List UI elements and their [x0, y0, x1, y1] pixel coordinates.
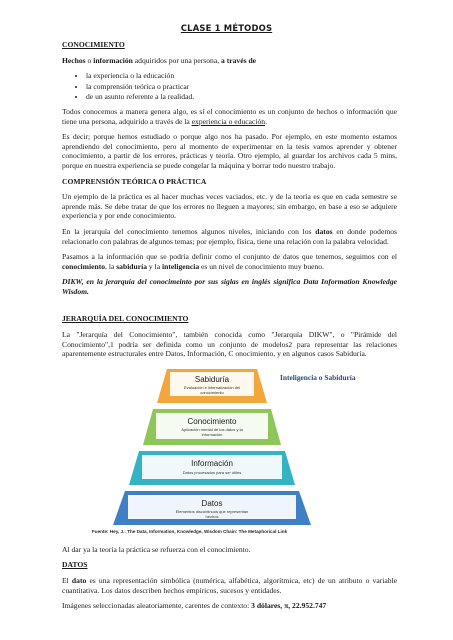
bold-sabiduria: sabiduría — [116, 261, 148, 271]
paragraph: Al dar ya la teoría la práctica se refuerza con el conocimiento. — [62, 544, 251, 554]
paragraph — [62, 107, 397, 126]
bold-a-traves: a través de — [221, 55, 257, 65]
level-subtitle: Aplicación mental de los datos y la — [181, 426, 243, 432]
paragraph — [62, 601, 397, 611]
pyramid-graphic — [62, 365, 397, 537]
dikw-paragraph: DIKW, en la jerarquía del conocimeinto por sus siglas en inglés significa Data Information Knowledge Wisdom. — [62, 277, 397, 296]
level-subtitle: Datos procesados para ser útiles — [182, 469, 242, 475]
section-heading-conocimiento: CONOCIMIENTO — [62, 40, 125, 49]
text-span: . — [265, 116, 267, 126]
text-span: El — [62, 576, 72, 586]
bold-inteligencia: inteligencia — [162, 261, 200, 271]
level-title: Conocimiento — [187, 416, 237, 426]
level-subtitle: Evaluación e internalización del — [183, 384, 241, 390]
level-title: Sabiduría — [194, 374, 230, 384]
list-item: • de un asunto referente a la realidad. — [86, 92, 397, 102]
level-subtitle: conocimiento — [200, 389, 224, 395]
text-span: En la jerarquía del conocimiento tenemos algunos niveles, iniciando con los — [62, 226, 316, 236]
level-subtitle: información — [201, 431, 223, 437]
list-item: • la comprensión teórica o practicar — [86, 82, 397, 92]
level-subtitle: hechos — [205, 513, 219, 519]
bold-informacion: información — [93, 55, 133, 65]
bold-datos: datos — [315, 226, 333, 236]
page-title: CLASE 1 MÉTODOS — [180, 23, 273, 33]
paragraph — [62, 227, 397, 246]
text-span: es una representación simbólica (numérica, alfabética, algorítmica, etc) de un atributo o variable cuantitativa. Los datos describen hechos empíricos, sucesos y entidades. — [62, 576, 398, 595]
dikw-pyramid-diagram — [62, 365, 397, 537]
section-heading-datos: DATOS — [62, 560, 88, 570]
bold-conocimiento: conocimiento — [62, 261, 106, 271]
text-span: Pasamos a la información que se podría definir como el conjunto de datos que tenemos, seguimos con el — [62, 252, 397, 262]
text-span: en donde podemos relacionarlo con palabras de algunos temas; por ejemplo, física, tiene una relación con la palabra velocidad. — [62, 226, 397, 246]
paragraph: Es decir; porque hemos estudiado o porque algo nos ha pasado. Por ejemplo, en este momento estamos aprendiendo del conocimiento, pero al momento de experimentar en la tesis vamos aprender y obtener conocimiento, a partir de los errores, prácticas y teoría. Otro ejemplo, al guardar los archivos cada 5 mins, porque en nuestra experiencia se puede congelar la máquina y borrar todo nuestro trabajo. — [62, 132, 397, 170]
text-span: Imágenes seleccionadas aleatoriamente, carentes de contexto: — [62, 601, 252, 611]
paragraph — [62, 576, 397, 595]
paragraph: La "Jerarquía del Conocimiento", también conocida como "Jerarquía DIKW", o "Pirámide del Conocimiento",1 podría ser definida como un conjunto de modelos2 para representar las relaciones aparentemente estructurales entre Datos, Información, C onocimiento, y en algunos casos Sabiduría. — [62, 330, 397, 359]
section-heading-jerarquia: JERARQUÍA DEL CONOCIMIENTO — [62, 314, 189, 324]
text-span: o — [85, 55, 94, 65]
side-label-inteligencia: Inteligencia o Sabiduría — [280, 372, 356, 382]
list-item: • la experiencia o la educación — [86, 71, 397, 81]
text-span: , la — [105, 261, 117, 271]
paragraph: Un ejemplo de la práctica es al hacer muchas veces vaciados, etc. y de la teoría es que en cada semestre se aprende más. Se debe tratar de que los errores no lleguen a mayores; sin embargo, en base a eso se adquiere experiencia y por ende conocimiento. — [62, 192, 397, 221]
figure-source: Fuente: Hey, J.: The Data, Information, Knowledge, Wisdom Chain: The Metaphorical Link — [92, 528, 288, 534]
bold-hechos: Hechos — [62, 55, 86, 65]
level-title: Información — [191, 458, 233, 468]
section-heading-comprension: COMPRENSIÓN TEÓRICA O PRÁCTICA — [62, 176, 207, 186]
intro-paragraph — [62, 56, 397, 66]
underlined-text: experiencia o educación — [191, 116, 266, 126]
bold-examples: 3 dólares, π, 22.952.747 — [251, 601, 327, 611]
bullet-list — [62, 71, 397, 102]
text-span: Todos conocemos a manera genera algo, es sí el conocimiento es un conjunto de hechos o información que tiene una persona, adquirido a través de la — [62, 106, 397, 126]
document-body — [62, 40, 397, 617]
level-subtitle: Elementos discontinuos que representan — [175, 508, 249, 514]
paragraph — [62, 252, 397, 271]
text-span: es un nivel de conocimiento muy bueno. — [199, 261, 324, 271]
text-span: y la — [147, 261, 163, 271]
level-title: Datos — [201, 498, 223, 508]
bold-dato: dato — [71, 576, 87, 586]
text-span: adquiridos por una persona, — [132, 55, 222, 65]
